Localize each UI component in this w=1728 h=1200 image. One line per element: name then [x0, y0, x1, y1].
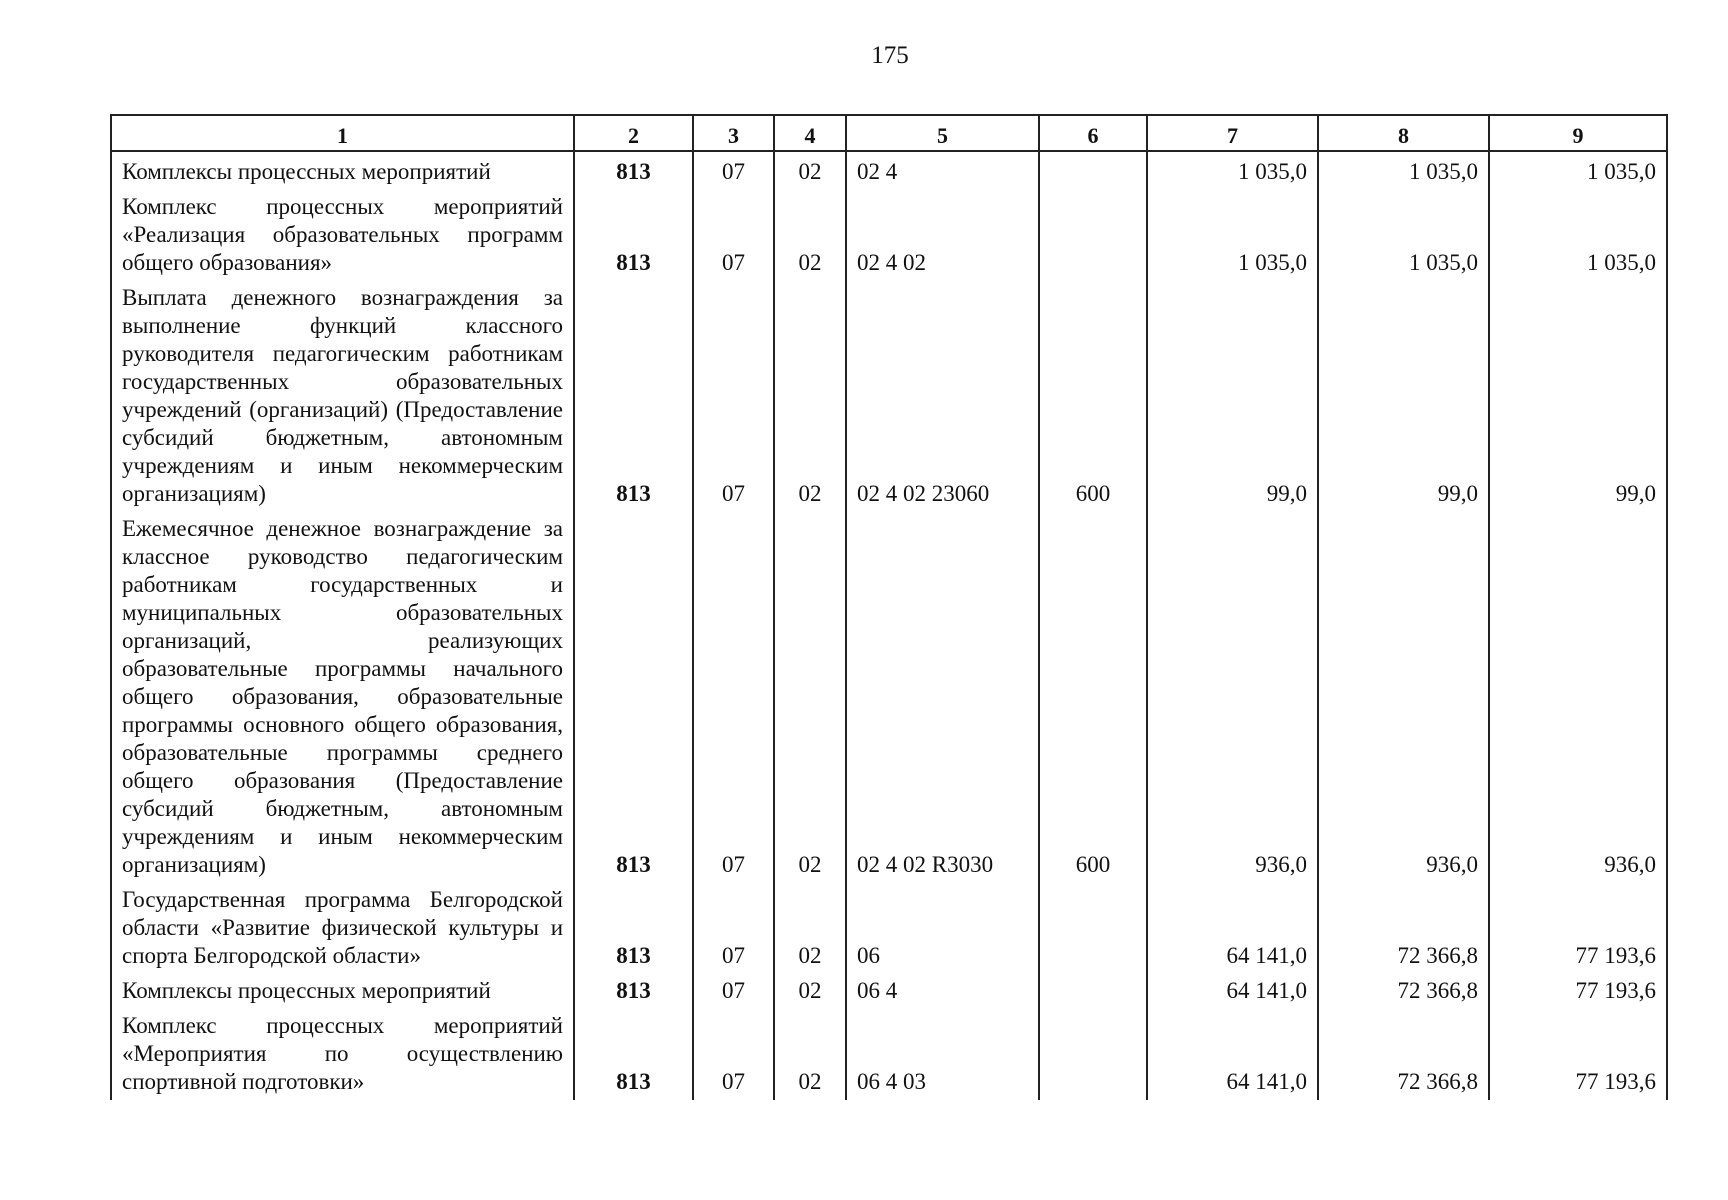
row-admin-code: 813 — [574, 512, 693, 883]
row-target-article: 02 4 02 — [846, 190, 1039, 281]
header-col-6: 6 — [1039, 115, 1147, 151]
row-section: 07 — [693, 281, 774, 512]
row-amount-year3: 1 035,0 — [1489, 190, 1667, 281]
row-amount-year2: 99,0 — [1318, 281, 1489, 512]
row-expense-type — [1039, 974, 1147, 1009]
row-amount-year1: 64 141,0 — [1147, 1009, 1318, 1100]
row-amount-year1: 1 035,0 — [1147, 151, 1318, 190]
table-row — [111, 974, 1667, 1009]
row-admin-code: 813 — [574, 974, 693, 1009]
row-amount-year2: 72 366,8 — [1318, 974, 1489, 1009]
row-amount-year3: 77 193,6 — [1489, 883, 1667, 974]
row-target-article: 06 — [846, 883, 1039, 974]
header-col-7: 7 — [1147, 115, 1318, 151]
row-amount-year1: 936,0 — [1147, 512, 1318, 883]
row-subsection: 02 — [774, 281, 846, 512]
row-amount-year3: 1 035,0 — [1489, 151, 1667, 190]
row-admin-code: 813 — [574, 281, 693, 512]
row-target-article: 02 4 — [846, 151, 1039, 190]
header-col-1: 1 — [111, 115, 574, 151]
row-amount-year1: 64 141,0 — [1147, 883, 1318, 974]
row-expense-type — [1039, 1009, 1147, 1100]
table-row — [111, 190, 1667, 281]
row-admin-code: 813 — [574, 883, 693, 974]
row-amount-year3: 77 193,6 — [1489, 974, 1667, 1009]
row-amount-year3: 77 193,6 — [1489, 1009, 1667, 1100]
row-name: Комплекс процессных мероприятий «Мероприятия по осуществлению спортивной подготовки» — [111, 1009, 574, 1100]
row-name: Выплата денежного вознаграждения за выполнение функций классного руководителя педагогическим работникам государственных образовательных учреждений (организаций) (Предоставление субсидий бюджетным, автономным учреждениям и иным некоммерческим организациям) — [111, 281, 574, 512]
row-amount-year2: 72 366,8 — [1318, 1009, 1489, 1100]
row-section: 07 — [693, 151, 774, 190]
row-expense-type: 600 — [1039, 281, 1147, 512]
row-name: Комплексы процессных мероприятий — [111, 151, 574, 190]
row-expense-type — [1039, 883, 1147, 974]
row-amount-year2: 1 035,0 — [1318, 190, 1489, 281]
header-col-3: 3 — [693, 115, 774, 151]
row-subsection: 02 — [774, 1009, 846, 1100]
row-admin-code: 813 — [574, 190, 693, 281]
row-name: Государственная программа Белгородской области «Развитие физической культуры и спорта Белгородской области» — [111, 883, 574, 974]
row-target-article: 06 4 — [846, 974, 1039, 1009]
row-subsection: 02 — [774, 190, 846, 281]
table-row — [111, 512, 1667, 883]
row-amount-year2: 72 366,8 — [1318, 883, 1489, 974]
row-amount-year1: 99,0 — [1147, 281, 1318, 512]
row-name: Ежемесячное денежное вознаграждение за классное руководство педагогическим работникам государственных и муниципальных образовательных организаций, реализующих образовательные программы начального общего образования, образовательные программы основного общего образования, образовательные программы среднего общего образования (Предоставление субсидий бюджетным, автономным учреждениям и иным некоммерческим организациям) — [111, 512, 574, 883]
row-expense-type — [1039, 151, 1147, 190]
row-subsection: 02 — [774, 512, 846, 883]
header-col-8: 8 — [1318, 115, 1489, 151]
page-number: 175 — [871, 42, 909, 69]
budget-table — [110, 114, 1668, 1100]
row-section: 07 — [693, 974, 774, 1009]
row-section: 07 — [693, 1009, 774, 1100]
row-target-article: 02 4 02 23060 — [846, 281, 1039, 512]
table-row — [111, 883, 1667, 974]
header-col-9: 9 — [1489, 115, 1667, 151]
row-expense-type: 600 — [1039, 512, 1147, 883]
row-amount-year2: 1 035,0 — [1318, 151, 1489, 190]
row-amount-year2: 936,0 — [1318, 512, 1489, 883]
row-admin-code: 813 — [574, 151, 693, 190]
header-row — [111, 115, 1667, 151]
table-row — [111, 281, 1667, 512]
header-col-2: 2 — [574, 115, 693, 151]
row-name: Комплексы процессных мероприятий — [111, 974, 574, 1009]
row-subsection: 02 — [774, 151, 846, 190]
header-col-5: 5 — [846, 115, 1039, 151]
row-amount-year1: 1 035,0 — [1147, 190, 1318, 281]
table-row — [111, 1009, 1667, 1100]
row-amount-year3: 99,0 — [1489, 281, 1667, 512]
row-target-article: 02 4 02 R3030 — [846, 512, 1039, 883]
row-amount-year1: 64 141,0 — [1147, 974, 1318, 1009]
table-row — [111, 151, 1667, 190]
row-section: 07 — [693, 512, 774, 883]
row-admin-code: 813 — [574, 1009, 693, 1100]
row-name: Комплекс процессных мероприятий «Реализация образовательных программ общего образования» — [111, 190, 574, 281]
row-target-article: 06 4 03 — [846, 1009, 1039, 1100]
row-amount-year3: 936,0 — [1489, 512, 1667, 883]
row-expense-type — [1039, 190, 1147, 281]
row-section: 07 — [693, 190, 774, 281]
row-subsection: 02 — [774, 974, 846, 1009]
row-subsection: 02 — [774, 883, 846, 974]
header-col-4: 4 — [774, 115, 846, 151]
row-section: 07 — [693, 883, 774, 974]
